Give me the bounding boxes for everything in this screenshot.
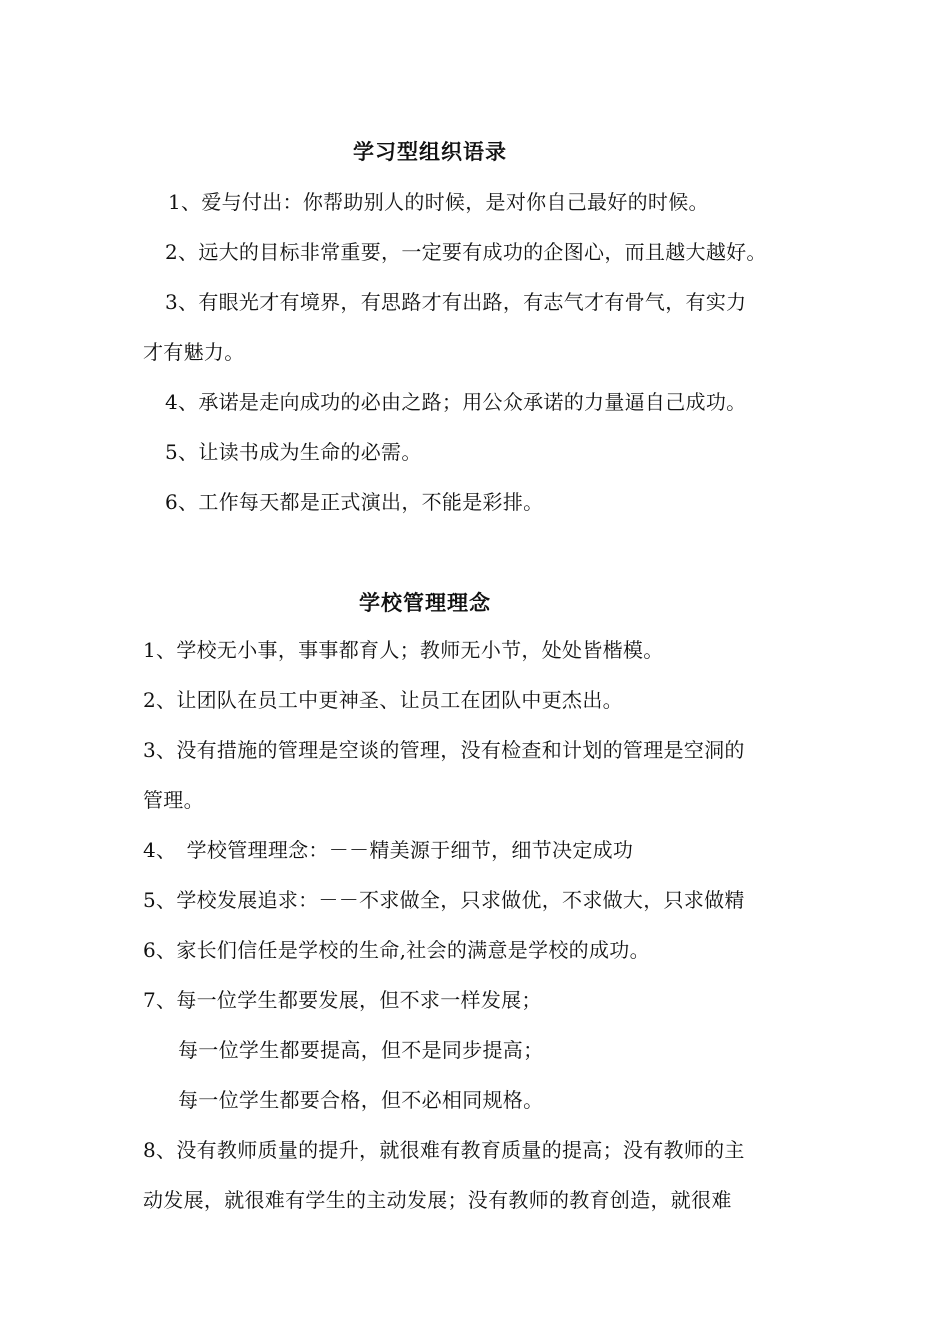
principle-line-2: 2、让团队在员工中更神圣、让员工在团队中更杰出。: [143, 688, 623, 712]
section-title-school-management: 学校管理理念: [359, 591, 491, 615]
principle-line-3-cont: 管理。: [143, 788, 204, 812]
principle-line-7: 7、每一位学生都要发展，但不求一样发展；: [143, 988, 542, 1012]
principle-line-4: 4、 学校管理理念：－－精美源于细节，细节决定成功: [143, 838, 634, 862]
quote-line-3: 3、有眼光才有境界，有思路才有出路，有志气才有骨气，有实力: [165, 290, 747, 314]
principle-line-6: 6、家长们信任是学校的生命,社会的满意是学校的成功。: [143, 938, 650, 962]
principle-line-7-sub-1: 每一位学生都要提高，但不是同步提高；: [178, 1038, 544, 1062]
quote-line-3-cont: 才有魅力。: [143, 340, 245, 364]
quote-line-2: 2、远大的目标非常重要，一定要有成功的企图心，而且越大越好。: [165, 240, 767, 264]
quote-line-4: 4、承诺是走向成功的必由之路；用公众承诺的力量逼自己成功。: [165, 390, 747, 414]
principle-line-8: 8、没有教师质量的提升，就很难有教育质量的提高；没有教师的主: [143, 1138, 745, 1162]
quote-line-6: 6、工作每天都是正式演出，不能是彩排。: [165, 490, 544, 514]
quote-line-5: 5、让读书成为生命的必需。: [165, 440, 422, 464]
principle-line-3: 3、没有措施的管理是空谈的管理，没有检查和计划的管理是空洞的: [143, 738, 745, 762]
principle-line-5: 5、学校发展追求：－－不求做全，只求做优，不求做大，只求做精: [143, 888, 745, 912]
principle-line-8-cont: 动发展，就很难有学生的主动发展；没有教师的教育创造，就很难: [143, 1188, 732, 1212]
principle-line-1: 1、学校无小事，事事都育人；教师无小节，处处皆楷模。: [143, 638, 664, 662]
section-title-learning-organization: 学习型组织语录: [353, 140, 507, 164]
quote-line-1: 1、爱与付出：你帮助别人的时候，是对你自己最好的时候。: [168, 190, 709, 214]
principle-line-7-sub-2: 每一位学生都要合格，但不必相同规格。: [178, 1088, 544, 1112]
